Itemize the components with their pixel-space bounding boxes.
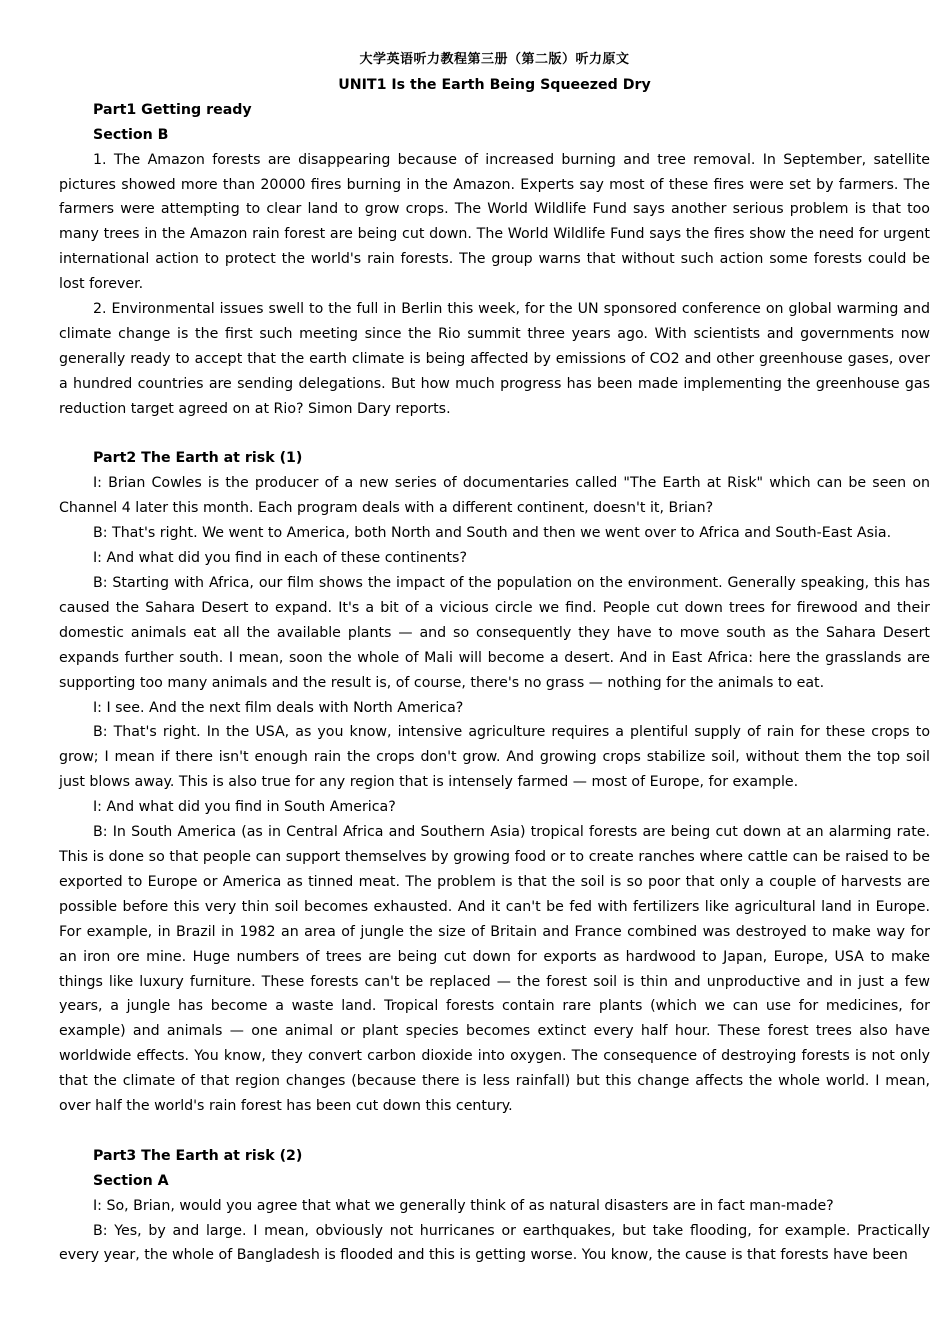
chinese-title: 大学英语听力教程第三册（第二版）听力原文 <box>359 52 630 67</box>
unit-title: UNIT1 Is the Earth Being Squeezed Dry <box>338 76 651 93</box>
dialogue-line: B: That's right. In the USA, as you know, intensive agriculture requires a plentiful supply of rain for these crops to grow; I mean if there isn't enough rain the crops don't grow. And growing crops stabilize soil, without them the top soil just blows away. This is also true for any region that is intensely farmed — most of Europe, for example. <box>59 724 930 791</box>
document-page <box>59 48 930 1268</box>
dialogue-line: I: Brian Cowles is the producer of a new series of documentaries called "The Earth at Risk" which can be seen on Channel 4 later this month. Each program deals with a different continent, doesn't it, Brian? <box>59 475 930 517</box>
dialogue-line: B: Starting with Africa, our film shows the impact of the population on the environment. Generally speaking, this has caused the Sahara Desert to expand. It's a bit of a vicious circle we find. People cut down trees for firewood and their domestic animals eat all the available plants — and so consequently they have to move south as the Sahara Desert expands further south. I mean, soon the whole of Mali will become a desert. And in East Africa: here the grasslands are supporting too many animals and the result is, of course, there's no grass — nothing for the animals to eat. <box>59 575 930 691</box>
dialogue-line: I: So, Brian, would you agree that what we generally think of as natural disasters are in fact man-made? <box>93 1197 834 1214</box>
part1-heading: Part1 Getting ready <box>93 101 252 118</box>
spacer <box>59 1119 930 1144</box>
dialogue-line: B: That's right. We went to America, both North and South and then we went over to Africa and South-East Asia. <box>93 525 892 542</box>
part1-paragraph: 1. The Amazon forests are disappearing because of increased burning and tree removal. In September, satellite pictures showed more than 20000 fires burning in the Amazon. Experts say most of these fires were set by farmers. The farmers were attempting to clear land to grow crops. The World Wildlife Fund says another serious problem is that too many trees in the Amazon rain forest are being cut down. The World Wildlife Fund says the fires show the need for urgent international action to protect the world's rain forests. The group warns that without such action some forests could be lost forever. <box>59 151 930 293</box>
spacer <box>59 422 930 447</box>
part1-paragraph: 2. Environmental issues swell to the full in Berlin this week, for the UN sponsored conference on global warming and climate change is the first such meeting since the Rio summit three years ago. With scientists and governments now generally ready to accept that the earth climate is being affected by emissions of CO2 and other greenhouse gases, over a hundred countries are sending delegations. But how much progress has been made implementing the greenhouse gas reduction target agreed on at Rio? Simon Dary reports. <box>59 301 930 417</box>
part3-heading: Part3 The Earth at risk (2) <box>93 1147 303 1164</box>
dialogue-line: I: I see. And the next film deals with North America? <box>93 699 464 716</box>
part2-heading: Part2 The Earth at risk (1) <box>93 450 303 467</box>
part3-section-heading: Section A <box>93 1172 169 1189</box>
dialogue-line: B: Yes, by and large. I mean, obviously not hurricanes or earthquakes, but take flooding, for example. Practically every year, the whole of Bangladesh is flooded and this is getting worse. You know, the cause is that forests have been <box>59 1222 930 1264</box>
dialogue-line: I: And what did you find in each of these continents? <box>93 550 467 567</box>
dialogue-line: I: And what did you find in South America? <box>93 799 396 816</box>
dialogue-line: B: In South America (as in Central Africa and Southern Asia) tropical forests are being cut down at an alarming rate. This is done so that people can support themselves by growing food or to create ranches where cattle can be raised to be exported to Europe or America as tinned meat. The problem is that the soil is so poor that only a couple of harvests are possible before this very thin soil becomes exhausted. And it can't be fed with fertilizers like agricultural land in Europe. For example, in Brazil in 1982 an area of jungle the size of Britain and France combined was destroyed to make way for an iron ore mine. Huge numbers of trees are being cut down for exports as hardwood to Japan, Europe, USA to make things like luxury furniture. These forests can't be replaced — the forest soil is thin and unproductive and in just a few years, a jungle has become a waste land. Tropical forests contain rare plants (which we can use for medicines, for example) and animals — one animal or plant species becomes extinct every half hour. These forest trees also have worldwide effects. You know, they convert carbon dioxide into oxygen. The consequence of destroying forests is not only that the climate of that region changes (because there is less rainfall) but this change affects the whole world. I mean, over half the world's rain forest has been cut down this century. <box>59 824 930 1115</box>
part1-section-heading: Section B <box>93 126 169 143</box>
